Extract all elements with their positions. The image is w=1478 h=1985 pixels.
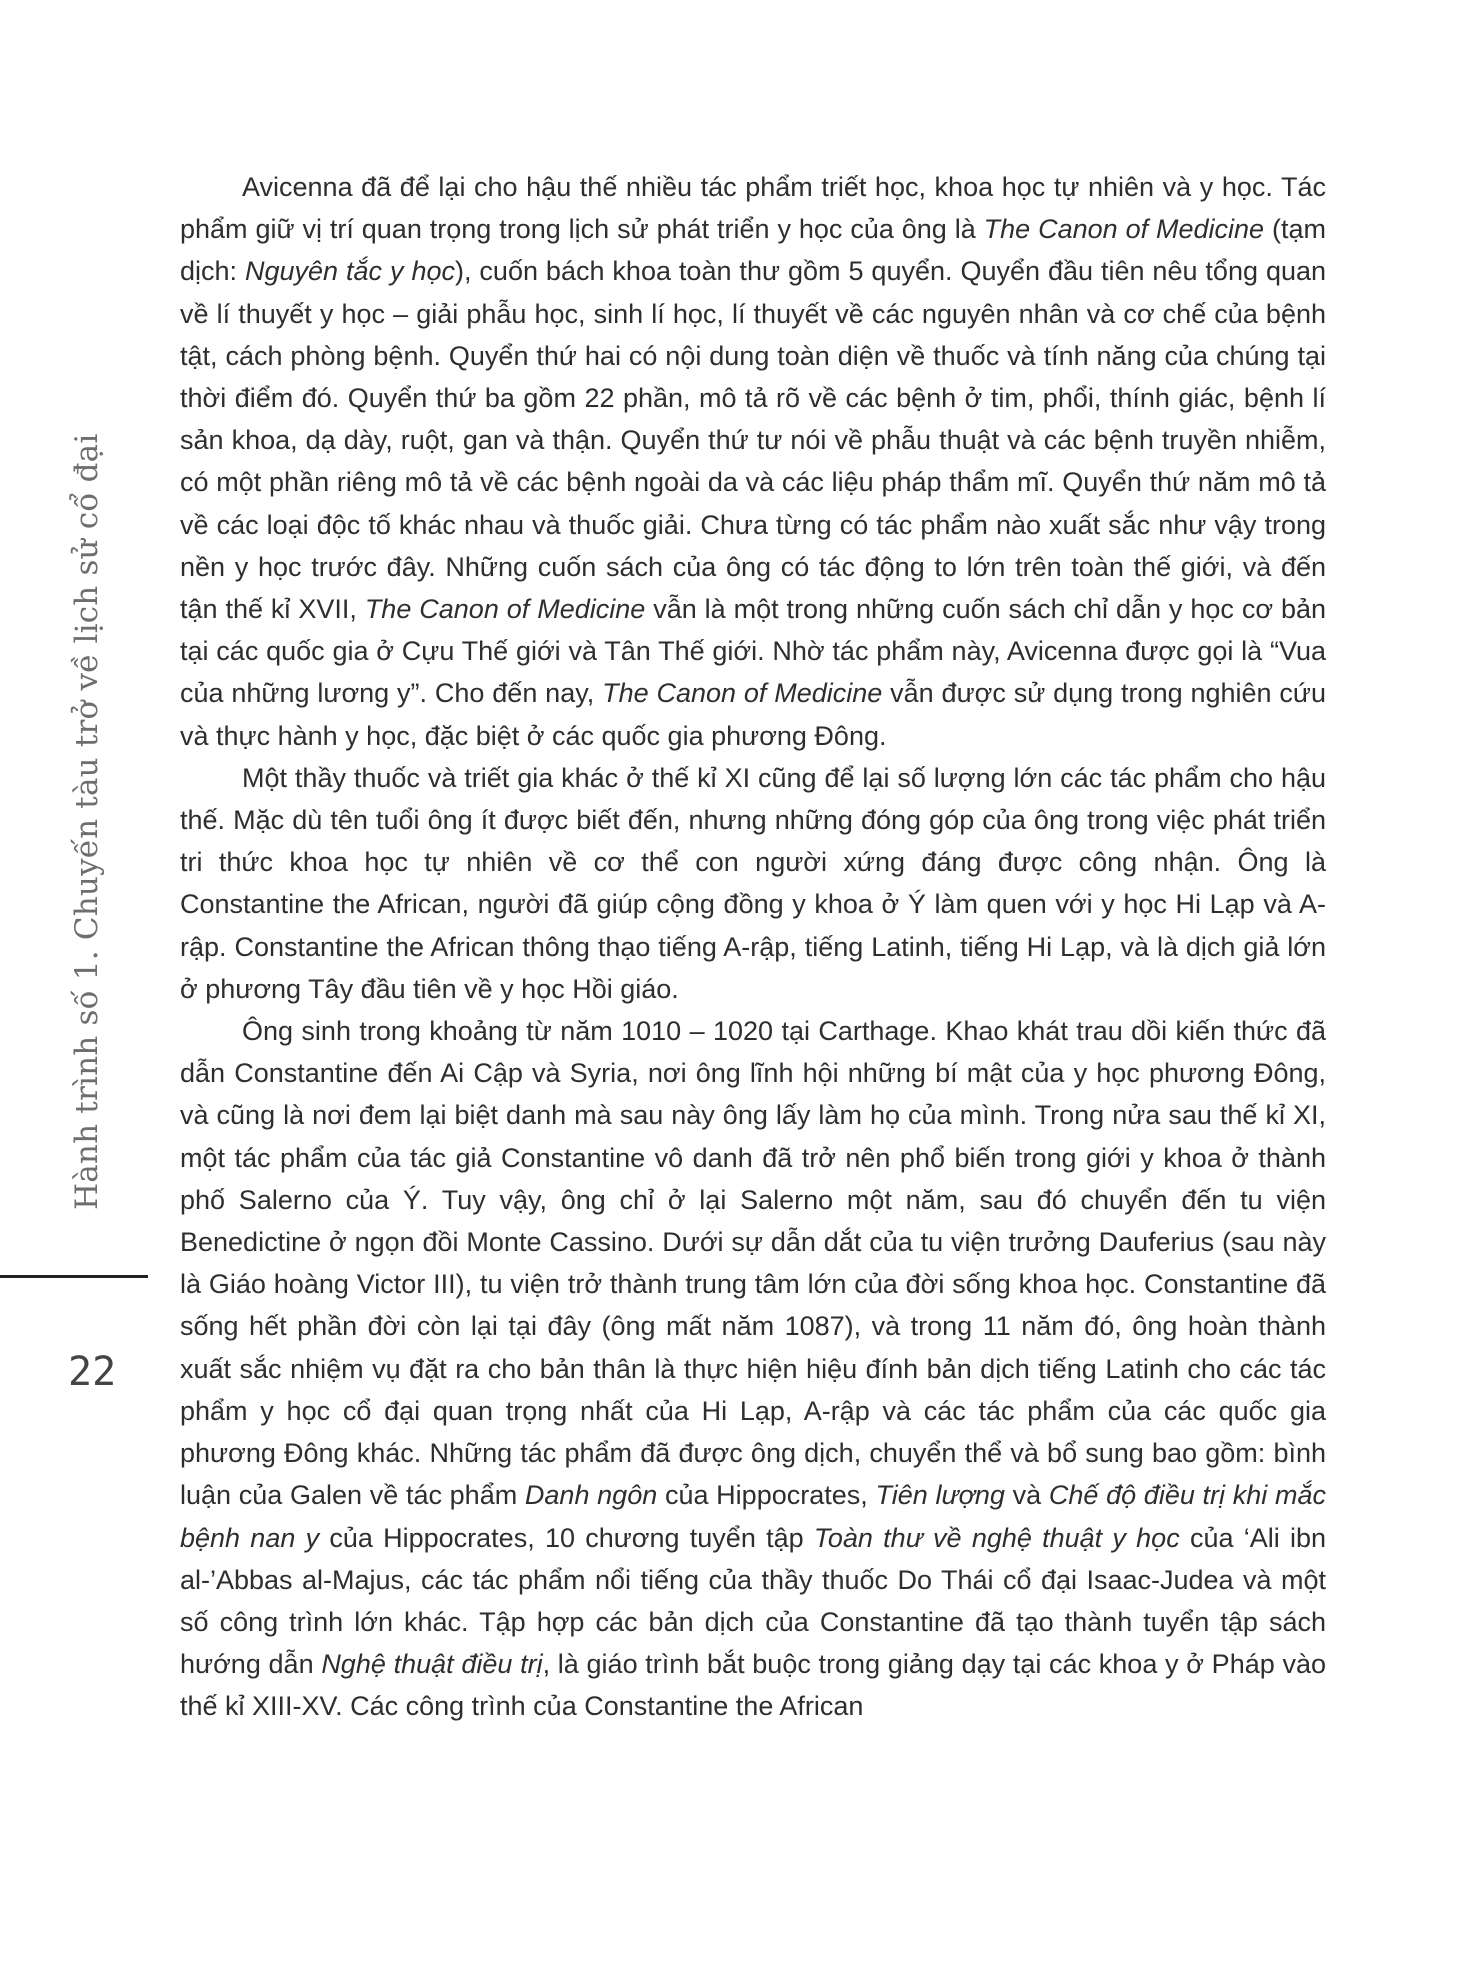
book-title: The Canon of Medicine: [602, 678, 883, 709]
text-segment: Avicenna đã để lại cho hậu thế nhiều tác phẩm triết học, khoa học tự nhiên và y học. Tác phẩm giữ vị trí quan trọng trong lịch sử phát triển y học của ông là: [180, 172, 1326, 245]
book-title: Chế độ điều trị khi mắc bệnh nan y: [180, 1480, 1326, 1553]
paragraph: [180, 757, 1326, 1010]
text-segment: Ông sinh trong khoảng từ năm 1010 – 1020 tại Carthage. Khao khát trau dồi kiến thức đã dẫn Constantine đến Ai Cập và Syria, nơi ông lĩnh hội những bí mật của y học phương Đông, và cũng là nơi đem lại biệt danh mà sau này ông lấy làm họ của mình. Trong nửa sau thế kỉ XI, một tác phẩm của tác giả Constantine vô danh đã trở nên phổ biến trong giới y khoa ở thành phố Salerno của Ý. Tuy vậy, ông chỉ ở lại Salerno một năm, sau đó chuyển đến tu viện Benedictine ở ngọn đồi Monte Cassino. Dưới sự dẫn dắt của tu viện trưởng Dauferius (sau này là Giáo hoàng Victor III), tu viện trở thành trung tâm lớn của đời sống khoa học. Constantine đã sống hết phần đời còn lại tại đây (ông mất năm 1087), và trong 11 năm đó, ông hoàn thành xuất sắc nhiệm vụ đặt ra cho bản thân là thực hiện hiệu đính bản dịch tiếng Latinh cho các tác phẩm y học cổ đại quan trọng nhất của Hi Lạp, A-rập và các tác phẩm của các quốc gia phương Đông khác. Những tác phẩm đã được ông dịch, chuyển thể và bổ sung bao gồm: bình luận của Galen về tác phẩm: [180, 1016, 1326, 1511]
page-number: 22: [68, 1349, 117, 1395]
text-segment: ), cuốn bách khoa toàn thư gồm 5 quyển. Quyển đầu tiên nêu tổng quan về lí thuyết y học – giải phẫu học, sinh lí học, lí thuyết về các nguyên nhân và cơ chế của bệnh tật, cách phòng bệnh. Quyển thứ hai có nội dung toàn diện về thuốc và tính năng của chúng tại thời điểm đó. Quyển thứ ba gồm 22 phần, mô tả rõ về các bệnh ở tim, phổi, thính giác, bệnh lí sản khoa, dạ dày, ruột, gan và thận. Quyển thứ tư nói về phẫu thuật và các bệnh truyền nhiễm, có một phần riêng mô tả về các bệnh ngoài da và các liệu pháp thẩm mĩ. Quyển thứ năm mô tả về các loại độc tố khác nhau và thuốc giải. Chưa từng có tác phẩm nào xuất sắc như vậy trong nền y học trước đây. Những cuốn sách của ông có tác động to lớn trên toàn thế giới, và đến tận thế kỉ XVII,: [180, 256, 1327, 625]
paragraph: [180, 166, 1326, 757]
book-title: Toàn thư về nghệ thuật y học: [813, 1522, 1180, 1553]
paragraph: [180, 1010, 1326, 1727]
text-segment: vẫn được sử dụng trong nghiên cứu và thực hành y học, đặc biệt ở các quốc gia phương Đông.: [180, 678, 1326, 751]
text-segment: vẫn là một trong những cuốn sách chỉ dẫn y học cơ bản tại các quốc gia ở Cựu Thế giới và Tân Thế giới. Nhờ tác phẩm này, Avicenna được gọi là “Vua của những lương y”. Cho đến nay,: [180, 594, 1327, 709]
text-segment: Một thầy thuốc và triết gia khác ở thế kỉ XI cũng để lại số lượng lớn các tác phẩm cho hậu thế. Mặc dù tên tuổi ông ít được biết đến, nhưng những đóng góp của ông trong việc phát triển tri thức khoa học tự nhiên về cơ thể con người xứng đáng được công nhận. Ông là Constantine the African, người đã giúp cộng đồng y khoa ở Ý làm quen với y học Hi Lạp và A-rập. Constantine the African thông thạo tiếng A-rập, tiếng Latinh, tiếng Hi Lạp, và là dịch giả lớn ở phương Tây đầu tiên về y học Hồi giáo.: [180, 762, 1326, 1004]
margin-rule: [0, 1275, 148, 1278]
running-head: Hành trình số 1. Chuyến tàu trở về lịch sử cổ đại: [69, 433, 105, 1210]
text-segment: (tạm dịch:: [180, 214, 1326, 287]
text-segment: của Hippocrates,: [657, 1480, 876, 1511]
text-segment: của Hippocrates, 10 chương tuyển tập: [319, 1522, 814, 1553]
book-title: Nguyên tắc y học: [245, 256, 455, 287]
body-text: [180, 166, 1326, 1728]
book-title: Tiên lượng: [875, 1480, 1005, 1511]
book-title: The Canon of Medicine: [364, 594, 646, 625]
book-title: The Canon of Medicine: [983, 214, 1265, 245]
book-title: Danh ngôn: [524, 1480, 658, 1511]
text-segment: và: [1004, 1480, 1049, 1511]
text-segment: của ‘Ali ibn al-’Abbas al-Majus, các tác phẩm nổi tiếng của thầy thuốc Do Thái cổ đại Isaac-Judea và một số công trình lớn khác. Tập hợp các bản dịch của Constantine đã tạo thành tuyển tập sách hướng dẫn: [180, 1522, 1327, 1680]
book-title: Nghệ thuật điều trị: [321, 1649, 543, 1680]
text-segment: , là giáo trình bắt buộc trong giảng dạy tại các khoa y ở Pháp vào thế kỉ XIII-XV. Các công trình của Constantine the African: [180, 1649, 1326, 1722]
